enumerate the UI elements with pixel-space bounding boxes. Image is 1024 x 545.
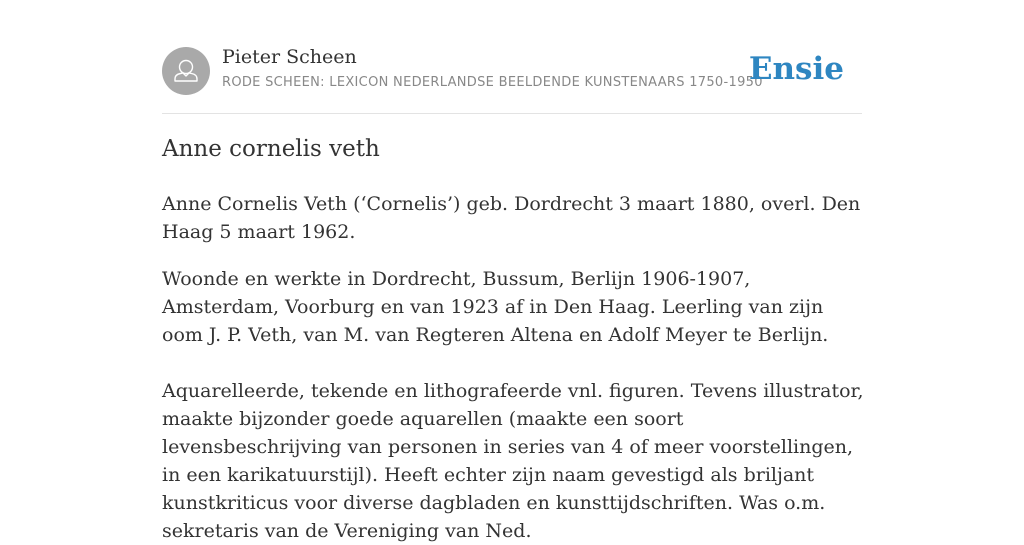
header-divider (162, 113, 862, 114)
article-paragraph-1: Anne Cornelis Veth (‘Cornelis’) geb. Dordrecht 3 maart 1880, overl. Den Haag 5 maart 1962. (162, 193, 861, 243)
user-icon (162, 47, 210, 95)
ensie-logo[interactable]: Ensie (748, 51, 844, 87)
author-header (162, 46, 862, 96)
author-name[interactable]: Pieter Scheen (222, 46, 357, 68)
article-title: Anne cornelis veth (162, 136, 380, 162)
source-title[interactable]: RODE SCHEEN: LEXICON NEDERLANDSE BEELDENDE KUNSTENAARS 1750-1950 (222, 75, 763, 90)
author-avatar[interactable] (162, 47, 210, 95)
article-paragraph-2: Woonde en werkte in Dordrecht, Bussum, Berlijn 1906-1907, Amsterdam, Voorburg en van 1923 af in Den Haag. Leerling van zijn oom J. P. Veth, van M. van Regteren Altena en Adolf Meyer te Berlijn. Aquarelleerde, tekende en lithografeerde vnl. figuren. Tevens illustrator, maakte bijzonder goede aquarellen (maakte een soort levensbeschrijving van personen in series van 4 of meer voorstellingen, in een karikatuurstijl). Heeft echter zijn naam gevestigd als briljant kunstkriticus voor diverse dagbladen en kunsttijdschriften. Was o.m. sekretaris van de Vereniging van Ned. (162, 268, 864, 542)
